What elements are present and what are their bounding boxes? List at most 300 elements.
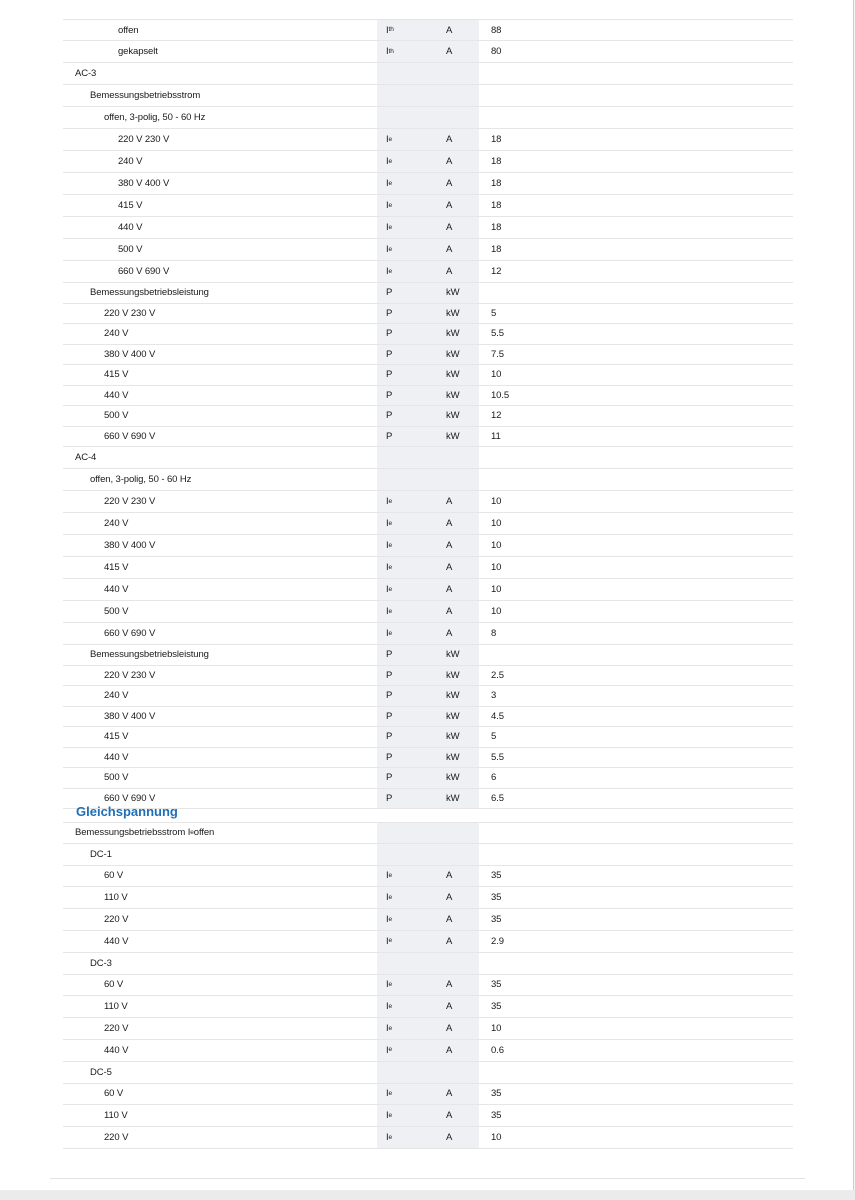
symbol-text: I bbox=[386, 1044, 389, 1056]
symbol-cell: I e bbox=[377, 557, 435, 578]
row-label-text: 500 V bbox=[104, 772, 129, 784]
row-label bbox=[63, 283, 377, 303]
value-cell bbox=[479, 107, 793, 128]
row-label-text: 240 V bbox=[104, 328, 129, 340]
table-row bbox=[63, 535, 793, 557]
row-label bbox=[63, 261, 377, 282]
row-label-text: DC-5 bbox=[90, 1066, 112, 1078]
symbol-text: P bbox=[386, 307, 393, 319]
value-cell: 4.5 bbox=[491, 710, 504, 722]
row-label bbox=[63, 748, 377, 768]
row-label bbox=[63, 686, 377, 706]
table-row bbox=[63, 173, 793, 195]
unit-cell: A bbox=[435, 491, 479, 512]
unit-cell: A bbox=[435, 931, 479, 952]
symbol-cell bbox=[377, 386, 435, 406]
row-label-text: 380 V 400 V bbox=[104, 540, 156, 551]
row-label bbox=[63, 173, 377, 194]
value-cell: 0.6 bbox=[491, 1044, 504, 1056]
table-row bbox=[63, 645, 793, 666]
symbol-text: I bbox=[386, 46, 389, 57]
unit-cell: A bbox=[435, 173, 479, 194]
value-cell: 7.5 bbox=[491, 348, 504, 360]
value-cell: 10 bbox=[491, 496, 502, 507]
symbol-cell: I e bbox=[377, 129, 435, 150]
value-cell bbox=[479, 844, 793, 865]
value-cell: 3 bbox=[491, 690, 497, 702]
value-cell: 10 bbox=[491, 584, 502, 595]
symbol-cell: I e bbox=[377, 601, 435, 622]
table-row bbox=[63, 623, 793, 645]
unit-cell: A bbox=[435, 513, 479, 534]
table-row bbox=[63, 283, 793, 304]
row-label bbox=[63, 85, 377, 106]
symbol-cell bbox=[377, 304, 435, 324]
value-cell: 18 bbox=[491, 156, 502, 167]
symbol-cell: I e bbox=[377, 491, 435, 512]
symbol-cell bbox=[377, 345, 435, 365]
symbol-cell: I e bbox=[377, 513, 435, 534]
symbol-text: I bbox=[386, 1110, 389, 1122]
table-row bbox=[63, 953, 793, 975]
symbol-cell: I e bbox=[377, 1040, 435, 1061]
value-cell: 18 bbox=[491, 244, 502, 255]
unit-cell: A bbox=[435, 866, 479, 887]
row-label-text: 500 V bbox=[104, 410, 129, 422]
row-label-text: 220 V bbox=[104, 1132, 129, 1144]
symbol-cell bbox=[377, 63, 435, 84]
value-cell: 5 bbox=[491, 731, 497, 743]
symbol-cell bbox=[377, 645, 435, 665]
unit-cell: A bbox=[435, 623, 479, 644]
row-label bbox=[63, 20, 377, 40]
symbol-text: I bbox=[386, 606, 389, 617]
row-label-text: 220 V 230 V bbox=[104, 307, 156, 319]
value-cell bbox=[479, 85, 793, 106]
symbol-cell bbox=[377, 686, 435, 706]
value-cell bbox=[479, 283, 793, 303]
row-label bbox=[63, 41, 377, 62]
row-label-text: 110 V bbox=[104, 1001, 128, 1013]
symbol-text: I bbox=[386, 1088, 389, 1100]
table-row bbox=[63, 365, 793, 386]
row-label bbox=[63, 239, 377, 260]
unit-cell: A bbox=[435, 41, 479, 62]
symbol-text: P bbox=[386, 751, 393, 763]
unit-cell: A bbox=[435, 975, 479, 996]
table-row bbox=[63, 513, 793, 535]
row-label-text: 240 V bbox=[104, 518, 129, 529]
symbol-cell bbox=[377, 283, 435, 303]
table-row bbox=[63, 427, 793, 448]
row-label-text: offen bbox=[118, 24, 139, 36]
table-row bbox=[63, 63, 793, 85]
unit-cell: A bbox=[435, 261, 479, 282]
table-row bbox=[63, 129, 793, 151]
table-row bbox=[63, 822, 793, 844]
symbol-cell: I e bbox=[377, 173, 435, 194]
value-cell: 12 bbox=[491, 410, 502, 422]
unit-cell: A bbox=[435, 1127, 479, 1148]
symbol-text: P bbox=[386, 710, 393, 722]
row-label-text: 440 V bbox=[104, 935, 129, 947]
row-label bbox=[63, 601, 377, 622]
value-cell: 10 bbox=[491, 1132, 502, 1144]
symbol-cell bbox=[377, 85, 435, 106]
symbol-text: P bbox=[386, 792, 393, 804]
symbol-text: I bbox=[386, 870, 389, 882]
row-label bbox=[63, 469, 377, 490]
unit-cell: A bbox=[435, 1018, 479, 1039]
table-row bbox=[63, 601, 793, 623]
row-label: Bemessungsbetriebsstrom I e offen bbox=[75, 827, 215, 839]
row-label bbox=[63, 151, 377, 172]
row-label bbox=[63, 707, 377, 727]
value-cell: 35 bbox=[491, 1001, 502, 1013]
symbol-cell: I e bbox=[377, 931, 435, 952]
symbol-cell: I e bbox=[377, 261, 435, 282]
row-label bbox=[63, 107, 377, 128]
table-row bbox=[63, 686, 793, 707]
symbol-text: P bbox=[386, 328, 393, 340]
unit-cell: A bbox=[435, 535, 479, 556]
value-cell bbox=[479, 469, 793, 490]
value-cell: 10.5 bbox=[491, 389, 510, 401]
unit-cell: A bbox=[435, 151, 479, 172]
value-cell: 2.5 bbox=[491, 669, 504, 681]
symbol-cell bbox=[377, 427, 435, 447]
value-cell: 6.5 bbox=[491, 792, 504, 804]
symbol-cell: I e bbox=[377, 623, 435, 644]
row-label-text: Bemessungsbetriebsleistung bbox=[90, 649, 209, 661]
symbol-cell: I e bbox=[377, 535, 435, 556]
table-row bbox=[63, 85, 793, 107]
row-label-text: 660 V 690 V bbox=[104, 430, 156, 442]
unit-cell: A bbox=[435, 557, 479, 578]
value-cell: 5.5 bbox=[491, 328, 504, 340]
symbol-cell: I th bbox=[377, 41, 435, 62]
row-label bbox=[63, 304, 377, 324]
table-row bbox=[63, 996, 793, 1018]
value-cell: 35 bbox=[491, 870, 502, 882]
row-label bbox=[63, 513, 377, 534]
unit-cell: A bbox=[435, 909, 479, 930]
symbol-cell: I e bbox=[377, 1127, 435, 1148]
symbol-text: I bbox=[386, 496, 389, 507]
row-label-text: DC-1 bbox=[90, 848, 112, 860]
row-label-text: 500 V bbox=[118, 244, 143, 255]
row-label-text: gekapselt bbox=[118, 46, 158, 57]
symbol-cell: I e bbox=[377, 1084, 435, 1105]
row-label-text: 220 V 230 V bbox=[104, 669, 156, 681]
symbol-cell: I e bbox=[377, 887, 435, 908]
row-label bbox=[63, 324, 377, 344]
table-row bbox=[63, 579, 793, 601]
row-label bbox=[63, 1062, 377, 1083]
row-label-text: Bemessungsbetriebsstrom bbox=[90, 90, 201, 101]
value-cell: 10 bbox=[491, 1023, 502, 1035]
symbol-cell bbox=[377, 324, 435, 344]
row-label-text: 660 V 690 V bbox=[118, 266, 170, 277]
value-cell bbox=[479, 823, 793, 843]
row-label bbox=[63, 195, 377, 216]
table-row bbox=[63, 748, 793, 769]
unit-cell: A bbox=[435, 996, 479, 1017]
table-row bbox=[63, 491, 793, 513]
value-cell: 12 bbox=[491, 266, 502, 277]
row-label-text: 60 V bbox=[104, 1088, 124, 1100]
table-row bbox=[63, 1040, 793, 1062]
row-label-text: 60 V bbox=[104, 870, 124, 882]
table-row bbox=[63, 345, 793, 366]
row-label bbox=[63, 129, 377, 150]
table-row bbox=[63, 304, 793, 325]
unit-cell: kW bbox=[435, 427, 479, 447]
symbol-cell bbox=[377, 666, 435, 686]
symbol-text: I bbox=[386, 178, 389, 189]
symbol-text: P bbox=[386, 649, 393, 661]
row-label bbox=[63, 447, 377, 468]
table-row bbox=[63, 866, 793, 888]
row-label bbox=[63, 579, 377, 600]
value-cell: 35 bbox=[491, 892, 502, 904]
row-label bbox=[63, 491, 377, 512]
row-label bbox=[63, 1127, 377, 1148]
row-label bbox=[63, 1018, 377, 1039]
row-label-text: 110 V bbox=[104, 1110, 128, 1122]
table-row bbox=[63, 975, 793, 997]
symbol-cell: I e bbox=[377, 239, 435, 260]
row-label-text: 60 V bbox=[104, 979, 124, 991]
unit-cell: A bbox=[435, 579, 479, 600]
symbol-text: I bbox=[386, 134, 389, 145]
table-row bbox=[63, 1062, 793, 1084]
symbol-text: I bbox=[386, 979, 389, 991]
unit-cell: kW bbox=[435, 768, 479, 788]
unit-cell: A bbox=[435, 1105, 479, 1126]
value-cell: 35 bbox=[491, 914, 502, 926]
table-row bbox=[63, 1084, 793, 1106]
symbol-cell: I e bbox=[377, 579, 435, 600]
row-label-text: 440 V bbox=[104, 1044, 129, 1056]
unit-cell bbox=[435, 953, 479, 974]
table-row bbox=[63, 386, 793, 407]
symbol-text: I bbox=[386, 24, 389, 36]
row-label bbox=[63, 557, 377, 578]
symbol-cell: I e bbox=[377, 217, 435, 238]
row-label bbox=[63, 953, 377, 974]
row-label bbox=[63, 866, 377, 887]
row-label-text: DC-3 bbox=[90, 957, 112, 969]
symbol-text: I bbox=[386, 562, 389, 573]
symbol-cell bbox=[377, 844, 435, 865]
footer-divider bbox=[50, 1178, 805, 1179]
unit-cell: kW bbox=[435, 707, 479, 727]
value-cell bbox=[479, 1062, 793, 1083]
row-label-suffix: offen bbox=[193, 827, 215, 839]
symbol-cell: I e bbox=[377, 996, 435, 1017]
symbol-cell bbox=[377, 748, 435, 768]
row-label-text: 220 V bbox=[104, 914, 129, 926]
unit-cell: kW bbox=[435, 345, 479, 365]
symbol-text: I bbox=[386, 266, 389, 277]
symbol-cell bbox=[377, 707, 435, 727]
value-cell: 10 bbox=[491, 606, 502, 617]
row-label bbox=[63, 844, 377, 865]
row-label-text: 220 V 230 V bbox=[118, 134, 170, 145]
symbol-cell: I e bbox=[377, 975, 435, 996]
unit-cell: kW bbox=[435, 686, 479, 706]
row-label-text: offen, 3-polig, 50 - 60 Hz bbox=[90, 474, 192, 485]
row-label-text: 380 V 400 V bbox=[118, 178, 170, 189]
unit-cell: kW bbox=[435, 386, 479, 406]
row-label bbox=[63, 975, 377, 996]
symbol-cell: I e bbox=[377, 151, 435, 172]
value-cell: 35 bbox=[491, 1110, 502, 1122]
row-label bbox=[63, 727, 377, 747]
value-cell: 5 bbox=[491, 307, 497, 319]
row-label-text: 220 V 230 V bbox=[104, 496, 156, 507]
symbol-cell: I e bbox=[377, 195, 435, 216]
symbol-text: I bbox=[386, 584, 389, 595]
unit-cell: A bbox=[435, 195, 479, 216]
row-label-text: 440 V bbox=[104, 389, 129, 401]
table-row bbox=[63, 666, 793, 687]
symbol-text: I bbox=[386, 244, 389, 255]
row-label bbox=[63, 931, 377, 952]
unit-cell: kW bbox=[435, 324, 479, 344]
symbol-text: I bbox=[386, 540, 389, 551]
row-label-text: 380 V 400 V bbox=[104, 710, 156, 722]
value-cell: 80 bbox=[491, 46, 502, 57]
row-label bbox=[63, 623, 377, 644]
row-label-text: AC-4 bbox=[75, 452, 97, 463]
row-label-text: 660 V 690 V bbox=[104, 792, 156, 804]
row-label bbox=[63, 406, 377, 426]
value-cell: 6 bbox=[491, 772, 497, 784]
value-cell bbox=[479, 447, 793, 468]
value-cell: 8 bbox=[491, 628, 497, 639]
value-cell: 35 bbox=[491, 1088, 502, 1100]
symbol-cell bbox=[377, 469, 435, 490]
symbol-text: P bbox=[386, 731, 393, 743]
value-cell bbox=[479, 953, 793, 974]
symbol-text: I bbox=[386, 628, 389, 639]
value-cell bbox=[479, 63, 793, 84]
page-bottom-bar bbox=[0, 1190, 855, 1200]
unit-cell bbox=[435, 844, 479, 865]
symbol-cell bbox=[377, 365, 435, 385]
row-label-text: Bemessungsbetriebsleistung bbox=[90, 287, 209, 299]
value-cell: 18 bbox=[491, 134, 502, 145]
row-label bbox=[63, 1084, 377, 1105]
table-row bbox=[63, 261, 793, 283]
row-label-text: 415 V bbox=[104, 731, 129, 743]
symbol-text: P bbox=[386, 348, 393, 360]
symbol-cell bbox=[377, 1062, 435, 1083]
value-cell: 10 bbox=[491, 540, 502, 551]
symbol-text: I bbox=[386, 914, 389, 926]
unit-cell bbox=[435, 107, 479, 128]
table-row bbox=[63, 19, 793, 41]
symbol-text: P bbox=[386, 772, 393, 784]
row-label bbox=[63, 1040, 377, 1061]
table-row bbox=[63, 41, 793, 63]
unit-cell: A bbox=[435, 217, 479, 238]
unit-cell: kW bbox=[435, 666, 479, 686]
row-label-text: offen, 3-polig, 50 - 60 Hz bbox=[104, 112, 206, 123]
symbol-text: I bbox=[386, 1023, 389, 1035]
row-label bbox=[63, 427, 377, 447]
symbol-text: I bbox=[386, 1001, 389, 1013]
unit-cell: kW bbox=[435, 304, 479, 324]
value-cell: 18 bbox=[491, 222, 502, 233]
section-heading-gleichspannung: Gleichspannung bbox=[76, 804, 178, 819]
table-row bbox=[63, 195, 793, 217]
row-label-text: 440 V bbox=[104, 751, 129, 763]
unit-cell bbox=[435, 469, 479, 490]
table-row bbox=[63, 1127, 793, 1149]
symbol-cell: I e bbox=[377, 866, 435, 887]
table-row bbox=[63, 469, 793, 491]
row-label-text: 110 V bbox=[104, 892, 128, 904]
symbol-cell bbox=[377, 823, 435, 843]
unit-cell: A bbox=[435, 1040, 479, 1061]
unit-cell: A bbox=[435, 129, 479, 150]
value-cell: 10 bbox=[491, 518, 502, 529]
row-label bbox=[63, 909, 377, 930]
symbol-text: P bbox=[386, 369, 393, 381]
symbol-text: I bbox=[386, 892, 389, 904]
unit-cell bbox=[435, 85, 479, 106]
row-label bbox=[63, 63, 377, 84]
table-row bbox=[63, 768, 793, 789]
unit-cell: kW bbox=[435, 727, 479, 747]
row-label-text: 415 V bbox=[118, 200, 143, 211]
unit-cell bbox=[435, 63, 479, 84]
table-row bbox=[63, 909, 793, 931]
symbol-text: P bbox=[386, 669, 393, 681]
row-label bbox=[63, 645, 377, 665]
row-label-text: 660 V 690 V bbox=[104, 628, 156, 639]
symbol-text: P bbox=[386, 410, 393, 422]
row-label bbox=[63, 386, 377, 406]
symbol-text: P bbox=[386, 287, 393, 299]
symbol-text: P bbox=[386, 389, 393, 401]
row-label bbox=[63, 996, 377, 1017]
row-label bbox=[63, 535, 377, 556]
symbol-cell bbox=[377, 789, 435, 809]
table-row bbox=[63, 1018, 793, 1040]
row-label bbox=[63, 768, 377, 788]
unit-cell: kW bbox=[435, 365, 479, 385]
table-row bbox=[63, 557, 793, 579]
symbol-cell: I e bbox=[377, 1018, 435, 1039]
row-label bbox=[63, 365, 377, 385]
unit-cell: kW bbox=[435, 406, 479, 426]
unit-cell: A bbox=[435, 1084, 479, 1105]
table-row bbox=[63, 707, 793, 728]
table-row bbox=[63, 239, 793, 261]
table-row bbox=[63, 107, 793, 129]
table-row bbox=[63, 844, 793, 866]
table-row bbox=[63, 406, 793, 427]
row-label-text: Bemessungsbetriebsstrom I bbox=[75, 827, 191, 839]
table-row bbox=[63, 324, 793, 345]
symbol-text: I bbox=[386, 518, 389, 529]
symbol-cell bbox=[377, 107, 435, 128]
table-row bbox=[63, 727, 793, 748]
